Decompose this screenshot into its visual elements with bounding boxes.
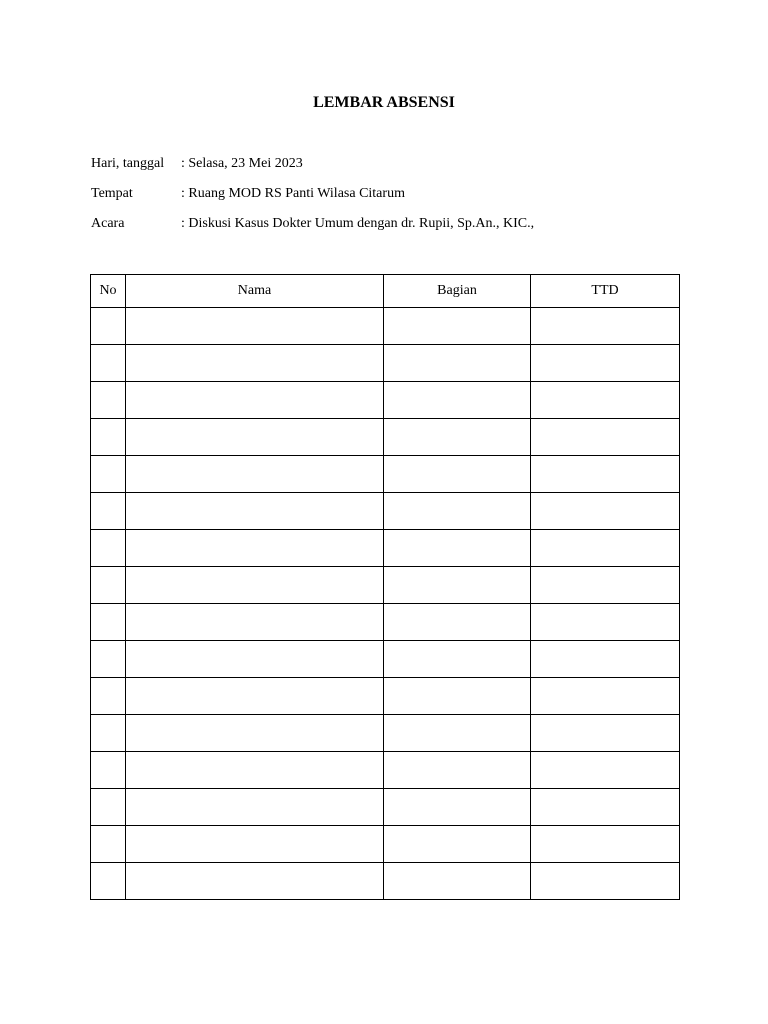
cell-no[interactable] xyxy=(91,789,126,826)
cell-bagian[interactable] xyxy=(384,382,531,419)
cell-no[interactable] xyxy=(91,456,126,493)
cell-nama[interactable] xyxy=(126,567,384,604)
cell-nama[interactable] xyxy=(126,826,384,863)
cell-nama[interactable] xyxy=(126,678,384,715)
table-row xyxy=(91,863,680,900)
table-row xyxy=(91,641,680,678)
column-header-ttd: TTD xyxy=(531,275,680,308)
cell-no[interactable] xyxy=(91,715,126,752)
cell-no[interactable] xyxy=(91,419,126,456)
cell-bagian[interactable] xyxy=(384,530,531,567)
column-header-no: No xyxy=(91,275,126,308)
cell-bagian[interactable] xyxy=(384,826,531,863)
cell-no[interactable] xyxy=(91,530,126,567)
cell-nama[interactable] xyxy=(126,419,384,456)
info-value-date: : Selasa, 23 Mei 2023 xyxy=(181,156,303,171)
cell-ttd[interactable] xyxy=(531,789,680,826)
cell-no[interactable] xyxy=(91,382,126,419)
cell-ttd[interactable] xyxy=(531,678,680,715)
cell-nama[interactable] xyxy=(126,604,384,641)
cell-nama[interactable] xyxy=(126,715,384,752)
cell-no[interactable] xyxy=(91,308,126,345)
cell-nama[interactable] xyxy=(126,308,384,345)
cell-bagian[interactable] xyxy=(384,752,531,789)
cell-nama[interactable] xyxy=(126,493,384,530)
cell-no[interactable] xyxy=(91,493,126,530)
cell-bagian[interactable] xyxy=(384,789,531,826)
cell-ttd[interactable] xyxy=(531,641,680,678)
cell-bagian[interactable] xyxy=(384,493,531,530)
cell-bagian[interactable] xyxy=(384,641,531,678)
cell-ttd[interactable] xyxy=(531,345,680,382)
cell-no[interactable] xyxy=(91,345,126,382)
cell-nama[interactable] xyxy=(126,456,384,493)
table-row xyxy=(91,678,680,715)
cell-bagian[interactable] xyxy=(384,567,531,604)
cell-nama[interactable] xyxy=(126,863,384,900)
column-header-bagian: Bagian xyxy=(384,275,531,308)
info-row-event xyxy=(91,215,534,233)
cell-nama[interactable] xyxy=(126,382,384,419)
table-row xyxy=(91,752,680,789)
cell-ttd[interactable] xyxy=(531,752,680,789)
cell-nama[interactable] xyxy=(126,530,384,567)
cell-ttd[interactable] xyxy=(531,530,680,567)
table-row xyxy=(91,604,680,641)
cell-no[interactable] xyxy=(91,678,126,715)
cell-ttd[interactable] xyxy=(531,567,680,604)
cell-nama[interactable] xyxy=(126,789,384,826)
table-row xyxy=(91,456,680,493)
table-row xyxy=(91,308,680,345)
table-row xyxy=(91,789,680,826)
info-value-event: : Diskusi Kasus Dokter Umum dengan dr. Rupii, Sp.An., KIC., xyxy=(181,216,535,231)
cell-ttd[interactable] xyxy=(531,826,680,863)
cell-ttd[interactable] xyxy=(531,308,680,345)
cell-bagian[interactable] xyxy=(384,604,531,641)
cell-ttd[interactable] xyxy=(531,715,680,752)
table-row xyxy=(91,826,680,863)
cell-nama[interactable] xyxy=(126,345,384,382)
cell-bagian[interactable] xyxy=(384,419,531,456)
cell-ttd[interactable] xyxy=(531,419,680,456)
cell-no[interactable] xyxy=(91,641,126,678)
cell-ttd[interactable] xyxy=(531,604,680,641)
cell-nama[interactable] xyxy=(126,641,384,678)
table-row xyxy=(91,530,680,567)
info-row-place xyxy=(91,185,405,203)
table-row xyxy=(91,419,680,456)
attendance-table xyxy=(90,274,680,900)
cell-no[interactable] xyxy=(91,752,126,789)
cell-bagian[interactable] xyxy=(384,678,531,715)
cell-no[interactable] xyxy=(91,826,126,863)
table-row xyxy=(91,345,680,382)
document-title: LEMBAR ABSENSI xyxy=(313,94,455,111)
cell-no[interactable] xyxy=(91,604,126,641)
table-row xyxy=(91,493,680,530)
info-row-date xyxy=(91,155,303,173)
cell-no[interactable] xyxy=(91,863,126,900)
info-label-event: Acara xyxy=(91,216,125,231)
cell-bagian[interactable] xyxy=(384,456,531,493)
cell-bagian[interactable] xyxy=(384,715,531,752)
info-value-place: : Ruang MOD RS Panti Wilasa Citarum xyxy=(181,186,405,201)
cell-ttd[interactable] xyxy=(531,456,680,493)
table-body xyxy=(91,308,680,900)
table-header-row xyxy=(91,275,680,308)
table-row xyxy=(91,567,680,604)
table-row xyxy=(91,382,680,419)
column-header-nama: Nama xyxy=(126,275,384,308)
cell-ttd[interactable] xyxy=(531,863,680,900)
info-label-date: Hari, tanggal xyxy=(91,156,165,171)
cell-nama[interactable] xyxy=(126,752,384,789)
cell-bagian[interactable] xyxy=(384,345,531,382)
table-row xyxy=(91,715,680,752)
cell-no[interactable] xyxy=(91,567,126,604)
cell-bagian[interactable] xyxy=(384,863,531,900)
cell-bagian[interactable] xyxy=(384,308,531,345)
info-label-place: Tempat xyxy=(91,186,133,201)
cell-ttd[interactable] xyxy=(531,382,680,419)
cell-ttd[interactable] xyxy=(531,493,680,530)
